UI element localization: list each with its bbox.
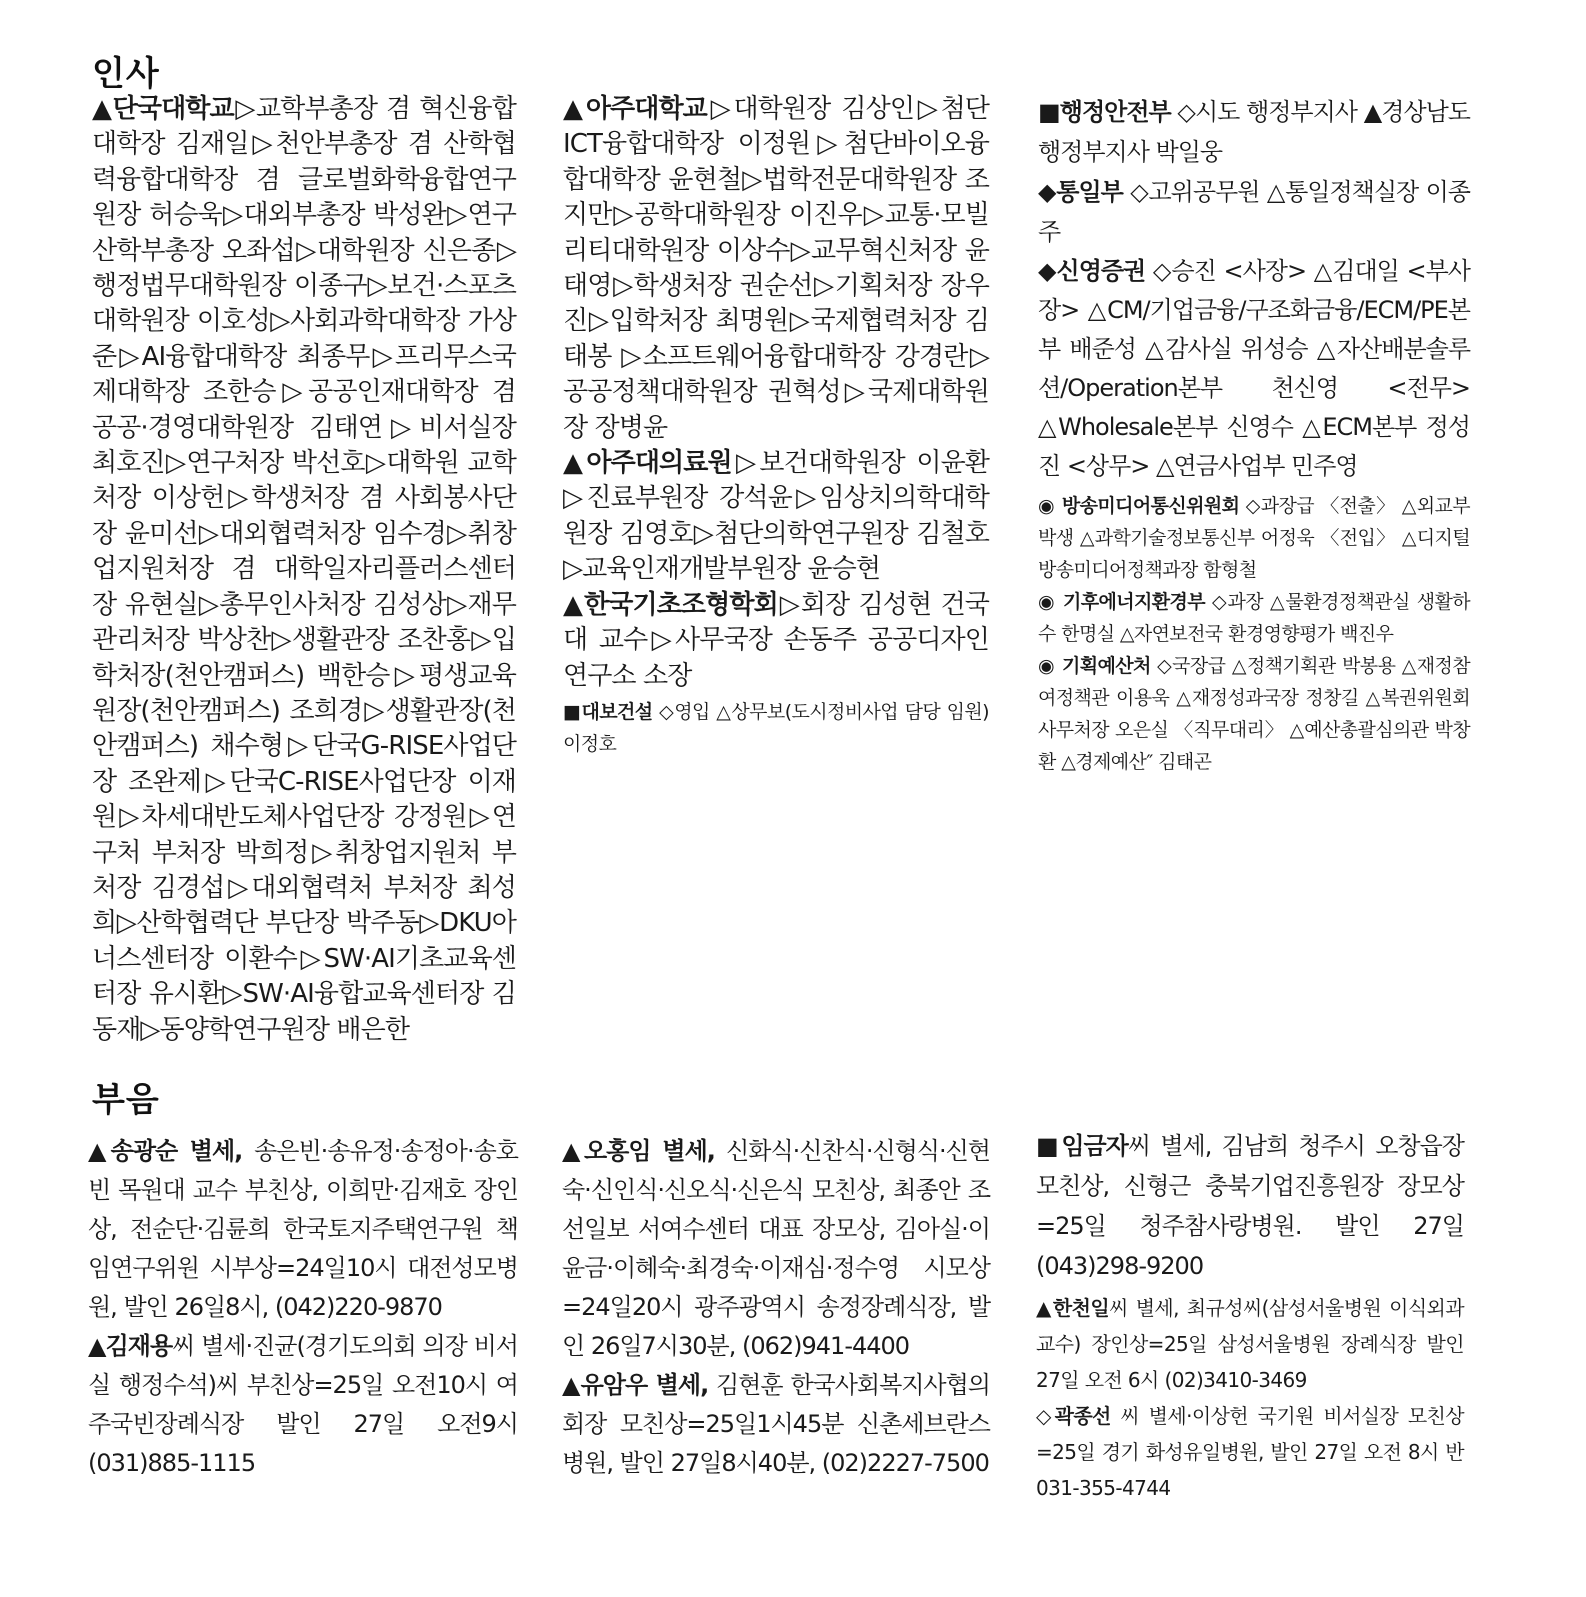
appointment-org: ■대보건설 — [563, 700, 653, 723]
appointment-entry — [563, 446, 989, 588]
appointment-entry — [1038, 252, 1470, 486]
appointment-entry — [563, 92, 989, 446]
appointment-org: ◉ 기획예산처 — [1038, 655, 1151, 677]
appointment-entry — [92, 92, 516, 1048]
appointment-org: ◆신영증권 — [1038, 257, 1146, 285]
obituary-name: ▲오홍임 별세, — [562, 1137, 715, 1165]
obituary-name: ▲유암우 별세, — [562, 1371, 709, 1399]
appointment-entry — [1038, 650, 1470, 778]
appointment-text: ▷교학부총장 겸 혁신융합대학장 김재일▷천안부총장 겸 산학협력융합대학장 겸 글로벌화학융합연구원장 허승욱▷대외부총장 박성완▷연구산학부총장 오좌섭▷대학원장 신은종▷행정법무대학원장 이종구▷보건·스포츠대학원장 이호성▷사회과학대학장 가상준▷AI융합대학장 최종무▷프리무스국제대학장 조한승▷공공인재대학장 겸 공공·경영대학원장 김태연▷비서실장 최호진▷연구처장 박선호▷대학원 교학처장 이상헌▷학생처장 겸 사회봉사단장 윤미선▷대외협력처장 임수경▷취창업지원처장 겸 대학일자리플러스센터장 유현실▷총무인사처장 김성상▷재무관리처장 박상찬▷생활관장 조찬홍▷입학처장(천안캠퍼스) 백한승▷평생교육원장(천안캠퍼스) 조희경▷생활관장(천안캠퍼스) 채수형▷단국G-RISE사업단장 조완제▷단국C-RISE사업단장 이재원▷차세대반도체사업단장 강정원▷연구처 부처장 박희정▷취창업지원처 부처장 김경섭▷대외협력처 부처장 최성희▷산학협력단 부단장 박주동▷DKU아너스센터장 이환수▷SW·AI기초교육센터장 유시환▷SW·AI융합교육센터장 김동재▷동양학연구원장 배은한 — [92, 94, 516, 1045]
obituary-entry — [1036, 1398, 1464, 1506]
obituary-text: 김현훈 한국사회복지사협의회장 모친상=25일1시45분 신촌세브란스병원, 발인 27일8시40분, (02)2227-7500 — [562, 1371, 990, 1477]
appointment-entry — [563, 696, 989, 760]
appointment-org: ▲한국기초조형학회 — [563, 589, 778, 620]
appointment-org: ◉ 기후에너지환경부 — [1038, 591, 1206, 613]
obituary-text: 씨 별세, 최규성씨(삼성서울병원 이식외과 교수) 장인상=25일 삼성서울병원 장례식장 발인 27일 오전 6시 (02)3410-3469 — [1036, 1296, 1464, 1392]
appointment-text: ◇승진 <사장> △김대일 <부사장> △CM/기업금융/구조화금융/ECM/PE본부 배준성 △감사실 위성승 △자산배분솔루션/Operation본부 천신영 <전무> △Wholesale본부 신영수 △ECM본부 정성진 <상무> △연금사업부 민주영 — [1038, 257, 1470, 480]
appointment-text: ◇고위공무원 △통일정책실장 이종주 — [1038, 178, 1470, 246]
appointment-entry — [563, 588, 989, 694]
appointment-entry — [1038, 586, 1470, 650]
appointment-org: ▲아주대의료원 — [563, 448, 732, 479]
appointment-entry — [1038, 172, 1470, 252]
appointment-text: ◇시도 행정부지사 ▲경상남도 행정부지사 박일웅 — [1038, 98, 1470, 166]
obituary-entry — [1036, 1290, 1464, 1398]
appointment-text: ◇국장급 △정책기획관 박봉용 △재정참여정책관 이용욱 △재정성과국장 정창길 △복권위원회사무처장 오은실 〈직무대리〉 △예산총괄심의관 박창환 △경제예산″ 김태곤 — [1038, 655, 1471, 773]
obituary-entry — [562, 1132, 990, 1366]
appointment-entry — [1038, 92, 1470, 172]
obituaries-column-1 — [88, 1132, 518, 1483]
appointment-org: ◉ 방송미디어통신위원회 — [1038, 495, 1240, 517]
appointment-text: ▷대학원장 김상인▷첨단ICT융합대학장 이정원▷첨단바이오융합대학장 윤현철▷법학전문대학원장 조지만▷공학대학원장 이진우▷교통·모빌리티대학원장 이상수▷교무혁신처장 윤태영▷학생처장 권순선▷기획처장 장우진▷입학처장 최명원▷국제협력처장 김태봉 ▷소프트웨어융합대학장 강경란▷공공정책대학원장 권혁성▷국제대학원장 장병윤 — [563, 94, 989, 443]
obituary-name: ▲김재용 — [88, 1332, 173, 1360]
obituary-text: 신화식·신찬식·신형식·신현숙·신인식·신오식·신은식 모친상, 최종안 조선일보 서여수센터 대표 장모상, 김아실·이윤금·이혜숙·최경숙·이재심·정수영 시모상=24일20시 광주광역시 송정장례식장, 발인 26일7시30분, (062)941-4400 — [562, 1137, 990, 1360]
appointment-text: ◇과장 △물환경정책관실 생활하수 한명실 △자연보전국 환경영향평가 백진우 — [1038, 591, 1470, 645]
appointment-text: ▷보건대학원장 이윤환▷진료부원장 강석윤▷임상치의학대학원장 김영호▷첨단의학연구원장 김철호▷교육인재개발부원장 윤승현 — [563, 448, 989, 585]
appointment-text: ▷회장 김성현 건국대 교수▷사무국장 손동주 공공디자인연구소 소장 — [563, 589, 989, 691]
appointments-column-1 — [92, 92, 516, 1048]
obituary-text: 씨 별세·진균(경기도의회 의장 비서실 행정수석)씨 부친상=25일 오전10시 여주국빈장례식장 발인 27일 오전9시 (031)885-1115 — [88, 1332, 518, 1477]
appointment-org: ◆통일부 — [1038, 178, 1123, 206]
appointments-column-3 — [1038, 92, 1470, 778]
appointments-column-2 — [563, 92, 989, 760]
obituary-text: 씨 별세, 김남희 청주시 오창읍장 모친상, 신형근 충북기업진흥원장 장모상=25일 청주참사랑병원. 발인 27일 (043)298-9200 — [1036, 1132, 1464, 1280]
obituary-name: ▲송광순 별세, — [88, 1137, 243, 1165]
obituary-entry — [88, 1327, 518, 1483]
obituary-name: ■임금자 — [1036, 1132, 1128, 1160]
appointment-entry — [1038, 490, 1470, 586]
obituary-entry — [1036, 1126, 1464, 1286]
obituaries-column-2 — [562, 1132, 990, 1483]
obituary-name: ▲한천일 — [1036, 1296, 1110, 1320]
appointment-text: ◇영입 △상무보(도시정비사업 담당 임원) 이정호 — [563, 700, 989, 755]
obituary-text: 송은빈·송유정·송정아·송호빈 목원대 교수 부친상, 이희만·김재호 장인상, 전순단·김륜희 한국토지주택연구원 책임연구위원 시부상=24일10시 대전성모병원, 발인 26일8시, (042)220-9870 — [88, 1137, 518, 1321]
obituary-entry — [562, 1366, 990, 1483]
obituaries-column-3 — [1036, 1126, 1464, 1506]
appointments-title: 인사 — [92, 54, 160, 94]
appointment-org: ▲아주대학교 — [563, 94, 707, 124]
obituary-text: 씨 별세·이상헌 국기원 비서실장 모친상=25일 경기 화성유일병원, 발인 27일 오전 8시 반 031-355-4744 — [1036, 1404, 1464, 1500]
obituaries-title: 부음 — [92, 1080, 160, 1120]
obituary-entry — [88, 1132, 518, 1327]
appointment-text: ◇과장급 〈전출〉 △외교부 박생 △과학기술정보통신부 어정욱 〈전입〉 △디지털방송미디어정책과장 함형철 — [1038, 495, 1470, 581]
appointment-org: ■행정안전부 — [1038, 98, 1171, 126]
obituary-name: ◇곽종선 — [1036, 1404, 1111, 1428]
appointment-org: ▲단국대학교 — [92, 94, 234, 124]
